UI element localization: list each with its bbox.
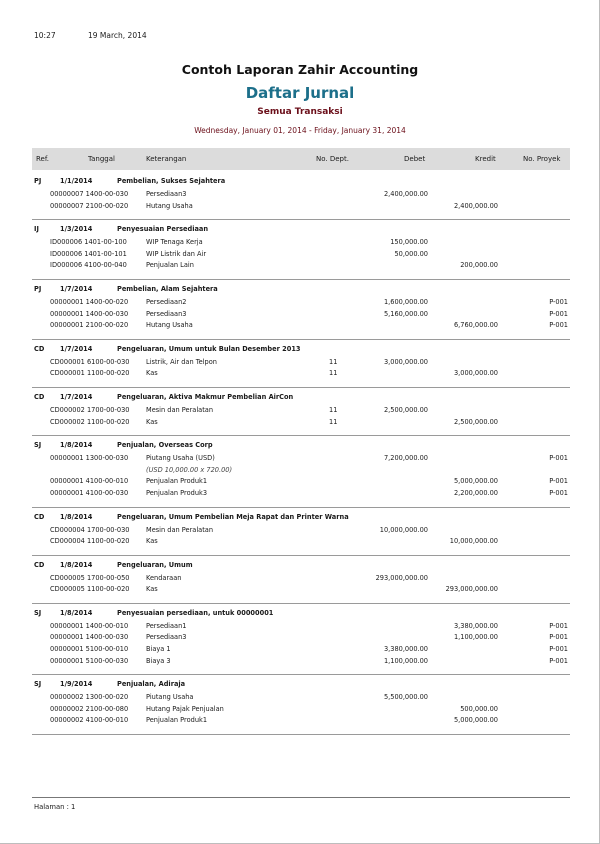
group-ref: SJ bbox=[34, 608, 42, 617]
credit-amount: 10,000,000.00 bbox=[449, 537, 498, 546]
account-number: 00000001 4100-00-010 bbox=[50, 477, 129, 486]
group-date: 1/9/2014 bbox=[60, 680, 93, 689]
account-number: 00000001 1400-00-030 bbox=[50, 633, 129, 642]
dept-number: 11 bbox=[329, 417, 338, 426]
group-ref: IJ bbox=[34, 225, 39, 234]
journal-line bbox=[32, 574, 570, 586]
journal-line bbox=[32, 645, 570, 657]
account-name: Listrik, Air dan Telpon bbox=[146, 357, 217, 366]
account-name: (USD 10,000.00 x 720.00) bbox=[146, 465, 233, 474]
debit-amount: 50,000.00 bbox=[394, 249, 428, 258]
credit-amount: 3,380,000.00 bbox=[453, 621, 498, 630]
account-number: ID000006 1401-00-100 bbox=[50, 238, 127, 247]
journal-line bbox=[32, 261, 570, 273]
project-number: P-001 bbox=[549, 297, 568, 306]
project-number: P-001 bbox=[549, 321, 568, 330]
debit-amount: 150,000.00 bbox=[390, 238, 428, 247]
account-name: Mesin dan Peralatan bbox=[146, 405, 214, 414]
account-number: CD000001 6100-00-030 bbox=[50, 357, 130, 366]
credit-amount: 3,000,000.00 bbox=[453, 369, 498, 378]
group-description: Pengeluaran, Aktiva Makmur Pembelian AirCon bbox=[117, 392, 294, 401]
journal-group bbox=[32, 508, 570, 556]
account-name: Kas bbox=[146, 537, 158, 546]
group-description: Pengeluaran, Umum untuk Bulan Desember 2013 bbox=[117, 344, 301, 353]
dept-number: 11 bbox=[329, 357, 338, 366]
journal-group bbox=[32, 604, 570, 675]
col-dept: No. Dept. bbox=[316, 155, 349, 163]
debit-amount: 1,100,000.00 bbox=[383, 656, 428, 665]
account-number: 00000002 1300-00-020 bbox=[50, 693, 129, 702]
journal-line bbox=[32, 716, 570, 728]
report-subtitle: Semua Transaksi bbox=[257, 107, 343, 117]
journal-group bbox=[32, 172, 570, 220]
col-keterangan: Keterangan bbox=[146, 155, 187, 163]
page-number: Halaman : 1 bbox=[34, 803, 76, 811]
credit-amount: 6,760,000.00 bbox=[453, 321, 498, 330]
account-number: CD000004 1700-00-030 bbox=[50, 525, 130, 534]
project-number: P-001 bbox=[549, 656, 568, 665]
group-date: 1/1/2014 bbox=[60, 177, 93, 185]
account-number: 00000001 5100-00-010 bbox=[50, 645, 129, 654]
credit-amount: 1,100,000.00 bbox=[453, 633, 498, 642]
group-date: 1/8/2014 bbox=[60, 512, 93, 521]
group-ref: CD bbox=[34, 512, 45, 521]
footer-divider bbox=[32, 797, 570, 798]
journal-line bbox=[32, 633, 570, 645]
account-name: WIP Tenaga Kerja bbox=[146, 238, 203, 247]
group-ref: PJ bbox=[34, 284, 42, 293]
journal-group bbox=[32, 675, 570, 735]
journal-group-header bbox=[32, 513, 570, 526]
print-date: 19 March, 2014 bbox=[88, 31, 147, 40]
account-name: Biaya 3 bbox=[146, 656, 171, 665]
journal-line bbox=[32, 250, 570, 262]
account-name: Persediaan2 bbox=[146, 297, 187, 306]
group-ref: SJ bbox=[34, 680, 42, 689]
journal-group bbox=[32, 340, 570, 388]
journal-group-header bbox=[32, 609, 570, 622]
report-title: Daftar Jurnal bbox=[245, 84, 355, 102]
account-name: Penjualan Produk1 bbox=[146, 716, 208, 725]
credit-amount: 2,400,000.00 bbox=[453, 201, 498, 210]
account-name: Persediaan3 bbox=[146, 309, 187, 318]
group-date: 1/8/2014 bbox=[60, 441, 93, 450]
account-name: Penjualan Produk3 bbox=[146, 488, 208, 497]
journal-line bbox=[32, 489, 570, 501]
credit-amount: 2,500,000.00 bbox=[453, 417, 498, 426]
journal-line bbox=[32, 585, 570, 597]
journal-line bbox=[32, 526, 570, 538]
journal-line bbox=[32, 537, 570, 549]
journal-group bbox=[32, 388, 570, 436]
journal-line bbox=[32, 477, 570, 489]
debit-amount: 2,500,000.00 bbox=[383, 405, 428, 414]
account-name: Piutang Usaha (USD) bbox=[146, 454, 215, 463]
journal-line bbox=[32, 406, 570, 418]
report-period: Wednesday, January 01, 2014 - Friday, January 31, 2014 bbox=[194, 126, 406, 135]
account-name: Persediaan1 bbox=[146, 621, 187, 630]
account-number: CD000002 1700-00-030 bbox=[50, 405, 130, 414]
journal-group bbox=[32, 220, 570, 280]
project-number: P-001 bbox=[549, 454, 568, 463]
account-name: Kas bbox=[146, 369, 158, 378]
credit-amount: 2,200,000.00 bbox=[453, 488, 498, 497]
debit-amount: 3,000,000.00 bbox=[383, 357, 428, 366]
account-number: CD000005 1700-00-050 bbox=[50, 573, 130, 582]
journal-line bbox=[32, 454, 570, 466]
journal-line bbox=[32, 238, 570, 250]
journal-group bbox=[32, 436, 570, 507]
journal-line bbox=[32, 298, 570, 310]
journal-line bbox=[32, 310, 570, 322]
debit-amount: 2,400,000.00 bbox=[383, 190, 428, 198]
group-ref: PJ bbox=[34, 177, 42, 185]
account-number: 00000007 2100-00-020 bbox=[50, 201, 129, 210]
project-number: P-001 bbox=[549, 477, 568, 486]
journal-group-header bbox=[32, 345, 570, 358]
dept-number: 11 bbox=[329, 405, 338, 414]
company-name: Contoh Laporan Zahir Accounting bbox=[181, 62, 419, 77]
group-date: 1/8/2014 bbox=[60, 608, 93, 617]
account-number: 00000007 1400-00-030 bbox=[50, 190, 129, 198]
account-name: Persediaan3 bbox=[146, 190, 187, 198]
project-number: P-001 bbox=[549, 309, 568, 318]
journal-group bbox=[32, 280, 570, 340]
account-number: CD000001 1100-00-020 bbox=[50, 369, 130, 378]
account-name: Mesin dan Peralatan bbox=[146, 525, 214, 534]
journal-group-header bbox=[32, 285, 570, 298]
account-name: WIP Listrik dan Air bbox=[146, 249, 207, 258]
group-description: Pengeluaran, Umum Pembelian Meja Rapat dan Printer Warna bbox=[117, 512, 349, 521]
debit-amount: 10,000,000.00 bbox=[379, 525, 428, 534]
dept-number: 11 bbox=[329, 369, 338, 378]
group-date: 1/8/2014 bbox=[60, 560, 93, 569]
journal-group-header bbox=[32, 561, 570, 574]
credit-amount: 5,000,000.00 bbox=[453, 716, 498, 725]
journal-line bbox=[32, 321, 570, 333]
journal-line bbox=[32, 190, 570, 202]
debit-amount: 5,160,000.00 bbox=[383, 309, 428, 318]
credit-amount: 5,000,000.00 bbox=[453, 477, 498, 486]
journal-line bbox=[32, 622, 570, 634]
account-name: Penjualan Lain bbox=[146, 261, 194, 270]
account-number: 00000002 2100-00-080 bbox=[50, 704, 129, 713]
column-header-row bbox=[32, 148, 570, 170]
account-number: 00000001 1400-00-010 bbox=[50, 621, 129, 630]
account-name: Persediaan3 bbox=[146, 633, 187, 642]
journal-line bbox=[32, 418, 570, 430]
debit-amount: 7,200,000.00 bbox=[383, 454, 428, 463]
project-number: P-001 bbox=[549, 621, 568, 630]
account-number: CD000002 1100-00-020 bbox=[50, 417, 130, 426]
account-number: 00000001 5100-00-030 bbox=[50, 656, 129, 665]
account-name: Kas bbox=[146, 585, 158, 594]
journal-line bbox=[32, 657, 570, 669]
debit-amount: 5,500,000.00 bbox=[383, 693, 428, 702]
account-number: ID000006 1401-00-101 bbox=[50, 249, 127, 258]
credit-amount: 293,000,000.00 bbox=[445, 585, 498, 594]
journal-group-header bbox=[32, 393, 570, 406]
journal-line bbox=[32, 202, 570, 214]
account-number: 00000001 1400-00-020 bbox=[50, 297, 129, 306]
col-ref: Ref. bbox=[36, 155, 50, 163]
col-tanggal: Tanggal bbox=[88, 155, 115, 163]
account-number: 00000001 2100-00-020 bbox=[50, 321, 129, 330]
credit-amount: 200,000.00 bbox=[460, 261, 498, 270]
account-name: Biaya 1 bbox=[146, 645, 171, 654]
group-ref: CD bbox=[34, 344, 45, 353]
account-name: Hutang Pajak Penjualan bbox=[146, 704, 224, 713]
journal-line bbox=[32, 369, 570, 381]
col-kredit: Kredit bbox=[475, 155, 496, 163]
account-number: 00000002 4100-00-010 bbox=[50, 716, 129, 725]
journal-line bbox=[32, 693, 570, 705]
group-description: Penjualan, Adiraja bbox=[117, 680, 186, 689]
account-number: ID000006 4100-00-040 bbox=[50, 261, 127, 270]
group-description: Pembelian, Alam Sejahtera bbox=[117, 284, 218, 293]
group-date: 1/3/2014 bbox=[60, 225, 93, 234]
journal-group-header bbox=[32, 680, 570, 693]
group-description: Penyesuaian persediaan, untuk 00000001 bbox=[117, 608, 274, 617]
debit-amount: 3,380,000.00 bbox=[383, 645, 428, 654]
account-name: Piutang Usaha bbox=[146, 693, 194, 702]
journal-group bbox=[32, 556, 570, 604]
group-description: Penjualan, Overseas Corp bbox=[117, 441, 213, 450]
account-name: Hutang Usaha bbox=[146, 321, 193, 330]
account-number: CD000004 1100-00-020 bbox=[50, 537, 130, 546]
account-number: 00000001 1300-00-030 bbox=[50, 454, 129, 463]
account-name: Penjualan Produk1 bbox=[146, 477, 208, 486]
journal-line bbox=[32, 705, 570, 717]
group-description: Pembelian, Sukses Sejahtera bbox=[117, 177, 226, 185]
account-number: 00000001 4100-00-030 bbox=[50, 488, 129, 497]
project-number: P-001 bbox=[549, 633, 568, 642]
col-debet: Debet bbox=[404, 155, 426, 163]
account-name: Kendaraan bbox=[146, 573, 182, 582]
group-date: 1/7/2014 bbox=[60, 284, 93, 293]
group-date: 1/7/2014 bbox=[60, 344, 93, 353]
col-proyek: No. Proyek bbox=[523, 155, 561, 163]
journal-group-header bbox=[32, 225, 570, 238]
group-description: Pengeluaran, Umum bbox=[117, 560, 193, 569]
journal-line bbox=[32, 358, 570, 370]
account-number: CD000005 1100-00-020 bbox=[50, 585, 130, 594]
journal-group-header bbox=[32, 441, 570, 454]
print-time: 10:27 bbox=[34, 31, 56, 40]
group-ref: SJ bbox=[34, 441, 42, 450]
debit-amount: 293,000,000.00 bbox=[375, 573, 428, 582]
currency-note-row bbox=[32, 466, 570, 478]
group-date: 1/7/2014 bbox=[60, 392, 93, 401]
debit-amount: 1,600,000.00 bbox=[383, 297, 428, 306]
credit-amount: 500,000.00 bbox=[460, 704, 498, 713]
project-number: P-001 bbox=[549, 488, 568, 497]
group-description: Penyesuaian Persediaan bbox=[117, 225, 209, 234]
account-name: Hutang Usaha bbox=[146, 201, 193, 210]
account-name: Kas bbox=[146, 417, 158, 426]
group-ref: CD bbox=[34, 560, 45, 569]
group-ref: CD bbox=[34, 392, 45, 401]
journal-group-header bbox=[32, 177, 570, 190]
project-number: P-001 bbox=[549, 645, 568, 654]
journal-entries bbox=[0, 172, 600, 735]
account-number: 00000001 1400-00-030 bbox=[50, 309, 129, 318]
